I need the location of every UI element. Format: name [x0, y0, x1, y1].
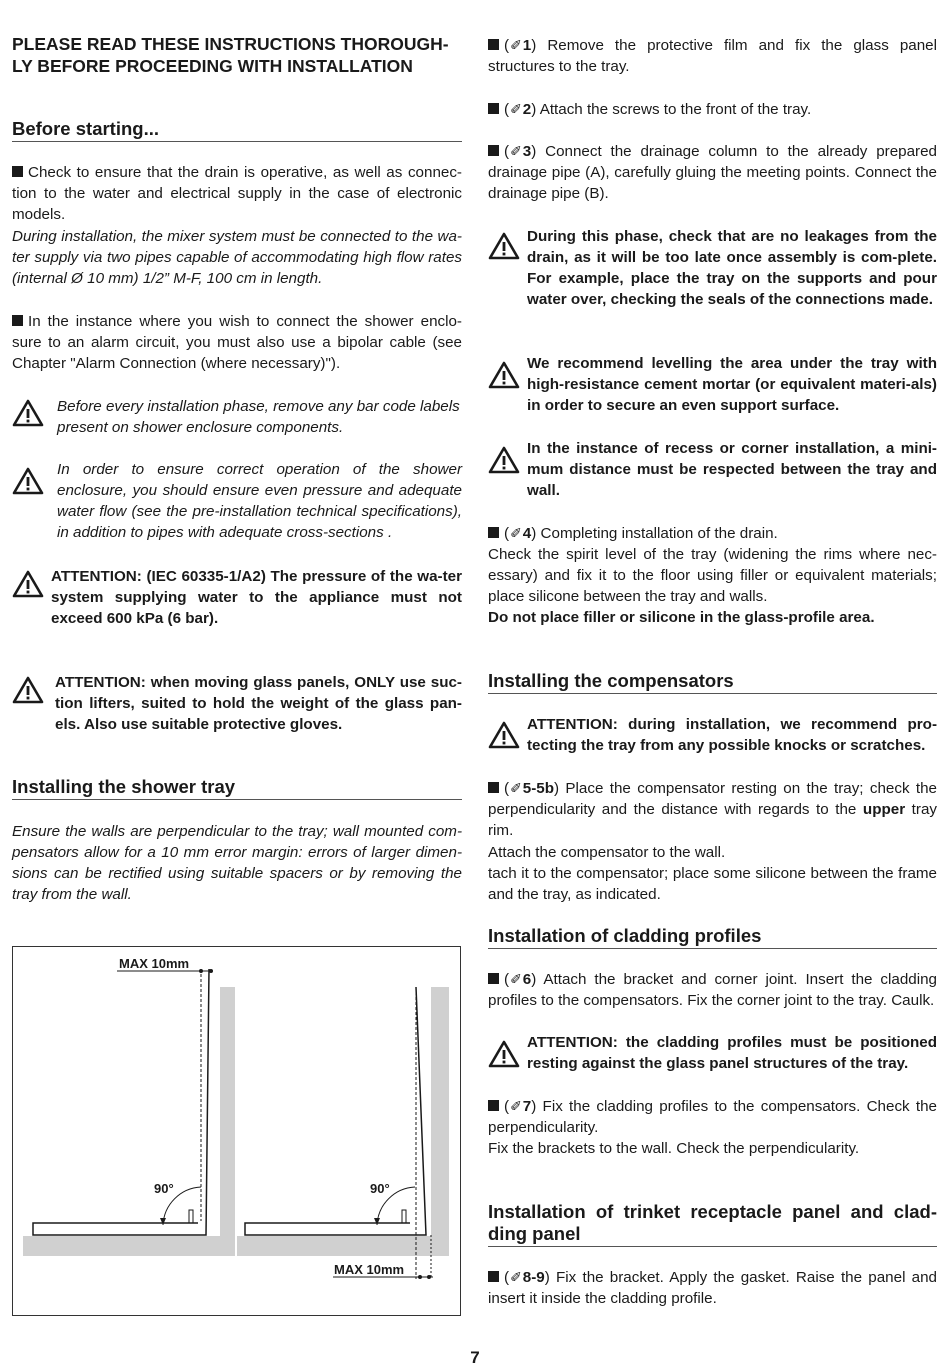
- square-bullet-icon: [488, 782, 499, 793]
- step-4: (✐4) Completing installation of the drain.: [488, 523, 937, 544]
- step-5: (✐5-5b) Place the compensator resting on the tray; check the perpendicularity and the distance with regards to the upper tray rim.: [488, 780, 937, 839]
- step-4-bold-note: Do not place filler or silicone in the glass-profile area.: [488, 609, 875, 626]
- glass-tray-right: [245, 987, 426, 1235]
- glass-tray-left: [33, 969, 209, 1235]
- warning-iec: ATTENTION: (IEC 60335-1/A2) The pressure of the wa-ter system supplying water to the appliance must not exceed 600 kPa (6 bar).: [12, 566, 462, 629]
- warning-barcode: Before every installation phase, remove any bar code labels present on shower enclosure components.: [12, 396, 462, 438]
- square-bullet-icon: [12, 315, 23, 326]
- square-bullet-icon: [12, 166, 23, 177]
- pencil-icon: ✐: [510, 780, 522, 796]
- pencil-icon: ✐: [510, 1269, 522, 1285]
- warning-triangle-icon: [12, 676, 44, 704]
- check-paragraph: Check to ensure that the drain is operative, as well as connec-tion to the water and electrical supply in the case of electronic models.: [12, 164, 462, 223]
- warning-knocks: ATTENTION: during installation, we recommend pro-tecting the tray from any possible knocks or scratches.: [488, 714, 937, 756]
- cladding-profiles-heading: Installation of cladding profiles: [488, 925, 937, 949]
- step-8-9: (✐8-9) Fix the bracket. Apply the gasket. Raise the panel and insert it inside the cladding profile.: [488, 1269, 937, 1307]
- square-bullet-icon: [488, 103, 499, 114]
- warning-triangle-icon: [488, 1040, 520, 1068]
- square-bullet-icon: [488, 1100, 499, 1111]
- check-italic-note: During installation, the mixer system must be connected to the wa-ter supply via two pipes capable of accommodating high flow rates (internal Ø 10 mm) 1/2” M-F, 100 cm in length.: [12, 228, 462, 287]
- step-7: (✐7) Fix the cladding profiles to the compensators. Check the perpendicularity.: [488, 1098, 937, 1136]
- main-title: PLEASE READ THESE INSTRUCTIONS THOROUGH-LY BEFORE PROCEEDING WITH INSTALLATION: [12, 34, 449, 76]
- step-2: (✐2) Attach the screws to the front of the tray.: [488, 99, 937, 120]
- warning-triangle-icon: [488, 361, 520, 389]
- before-starting-heading: Before starting...: [12, 118, 462, 142]
- warning-glass-panels: ATTENTION: when moving glass panels, ONLY use suc-tion lifters, suited to hold the weight of the glass pan-els. Also use suitable protective gloves.: [12, 672, 462, 735]
- wall-right: [431, 987, 449, 1237]
- step-4-details: Check the spirit level of the tray (widening the rims where nec-essary) and fix it to the floor using filler or equivalent materials; place silicone between the tray and walls.: [488, 546, 937, 605]
- trinket-panel-heading: Installation of trinket receptacle panel and clad-ding panel: [488, 1201, 937, 1247]
- shower-tray-note: Ensure the walls are perpendicular to the tray; wall mounted com-pensators allow for a 10 mm error margin: errors of larger dimen-sions can be rectified using suitable spacers or by removing the tray from the wall.: [12, 823, 462, 903]
- compensators-heading: Installing the compensators: [488, 670, 937, 694]
- pencil-icon: ✐: [510, 525, 522, 541]
- pencil-icon: ✐: [510, 37, 522, 53]
- square-bullet-icon: [488, 1271, 499, 1282]
- step-6: (✐6) Attach the bracket and corner joint. Insert the cladding profiles to the compensators. Fix the corner joint to the tray. Caulk.: [488, 971, 937, 1009]
- floor-left: [23, 1236, 235, 1256]
- step-5-line-2: Attach the compensator to the wall.: [488, 844, 726, 861]
- step-3: (✐3) Connect the drainage column to the already prepared drainage pipe (A), carefully gluing the meeting points. Connect the drainage pipe (B).: [488, 143, 937, 202]
- max-10mm-top-label: MAX 10mm: [119, 956, 190, 971]
- warning-pressure: In order to ensure correct operation of the shower enclosure, you should ensure even pressure and adequate water flow (see the pre-installation technical specifications), in addition to pipes with adequate cross-sections .: [12, 459, 462, 543]
- tray-wall-illustration: [13, 947, 460, 1315]
- warning-leakage: During this phase, check that are no leakages from the drain, as it will be too late once assembly is com-plete. For example, place the tray on the supports and pour water over, checking the seals of the connections made.: [488, 226, 937, 310]
- wall-left: [220, 987, 235, 1237]
- square-bullet-icon: [488, 527, 499, 538]
- warning-triangle-icon: [12, 399, 44, 427]
- step-5-line-3: tach it to the compensator; place some silicone between the frame and the tray, as indicated.: [488, 865, 937, 903]
- pencil-icon: ✐: [510, 971, 522, 987]
- alarm-paragraph: In the instance where you wish to connect the shower enclo-sure to an alarm circuit, you must also use a bipolar cable (see Chapter "Alarm Connection (where necessary)").: [12, 313, 462, 372]
- shower-tray-heading: Installing the shower tray: [12, 776, 462, 800]
- angle-90-right-label: 90°: [370, 1181, 390, 1196]
- page-number: 7: [470, 1348, 480, 1367]
- square-bullet-icon: [488, 145, 499, 156]
- warning-triangle-icon: [488, 232, 520, 260]
- pencil-icon: ✐: [510, 1098, 522, 1114]
- floor-right: [237, 1236, 449, 1256]
- step-7-line-2: Fix the brackets to the wall. Check the perpendicularity.: [488, 1140, 860, 1157]
- square-bullet-icon: [488, 973, 499, 984]
- pencil-icon: ✐: [510, 143, 522, 159]
- warning-cladding: ATTENTION: the cladding profiles must be positioned resting against the glass panel structures of the tray.: [488, 1032, 937, 1074]
- warning-triangle-icon: [488, 721, 520, 749]
- warning-triangle-icon: [12, 570, 44, 598]
- pencil-icon: ✐: [510, 101, 522, 117]
- step-1: (✐1) Remove the protective film and fix the glass panel structures to the tray.: [488, 37, 937, 75]
- angle-90-left-label: 90°: [154, 1181, 174, 1196]
- perpendicularity-diagram: [12, 946, 461, 1316]
- square-bullet-icon: [488, 39, 499, 50]
- warning-recess: In the instance of recess or corner installation, a mini-mum distance must be respected between the tray and wall.: [488, 438, 937, 501]
- max-10mm-bottom-label: MAX 10mm: [334, 1262, 405, 1277]
- warning-triangle-icon: [12, 467, 44, 495]
- warning-levelling: We recommend levelling the area under the tray with high-resistance cement mortar (or equivalent materi-als) in order to secure an even support surface.: [488, 353, 937, 416]
- warning-triangle-icon: [488, 446, 520, 474]
